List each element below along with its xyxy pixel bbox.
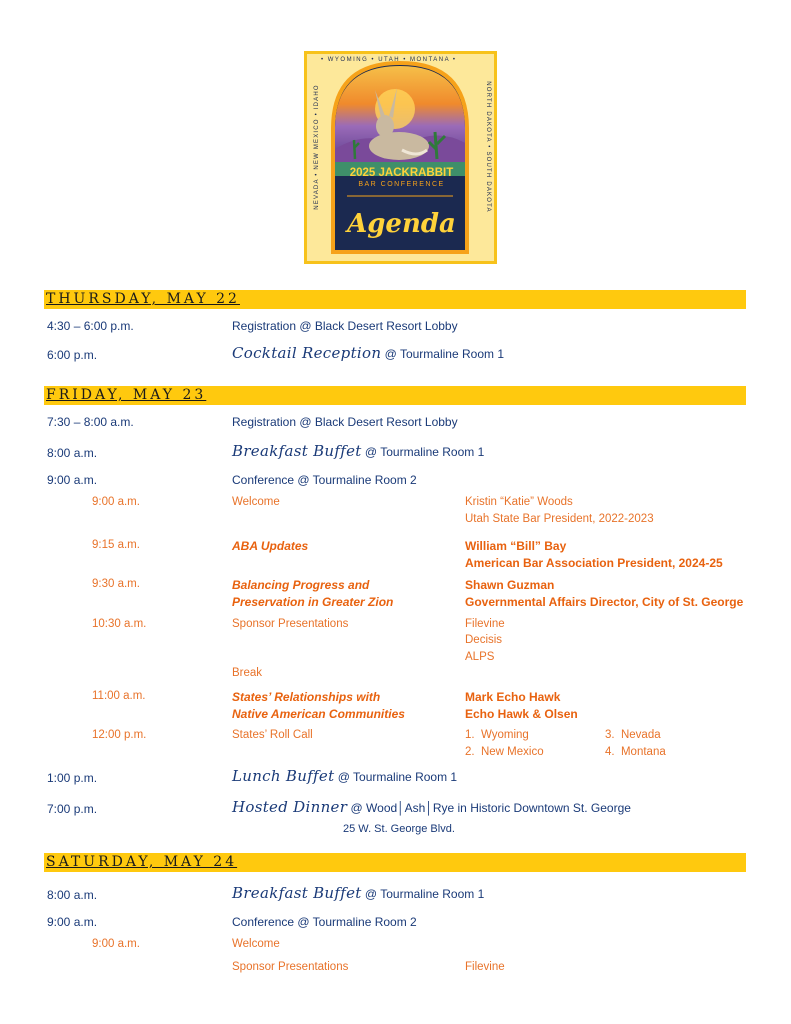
- thursday-heading-band: [44, 290, 746, 309]
- session-title: Sponsor Presentations: [232, 618, 349, 630]
- fri-event-3: Conference @ Tourmaline Room 2: [232, 473, 417, 487]
- session-title: Sponsor Presentations: [232, 961, 349, 973]
- hosted-dinner-label: Hosted Dinner: [232, 798, 348, 816]
- fri-event-4-location: @ Tourmaline Room 1: [334, 770, 458, 784]
- dinner-address: 25 W. St. George Blvd.: [343, 823, 455, 835]
- fri-event-5: [232, 798, 631, 817]
- logo-top-states: • WYOMING • UTAH • MONTANA •: [321, 57, 457, 63]
- session-title-line1: Balancing Progress and: [232, 578, 370, 592]
- thu-event-2: [232, 344, 504, 363]
- state-item: 3. Nevada: [605, 729, 661, 741]
- session-speaker-role: Echo Hawk & Olsen: [465, 707, 578, 721]
- state-item: 1. Wyoming: [465, 729, 529, 741]
- session-title-line2: Preservation in Greater Zion: [232, 595, 394, 609]
- logo-agenda: Agenda: [347, 209, 456, 239]
- session-title-line1: States’ Relationships with: [232, 690, 381, 704]
- fri-event-4: [232, 767, 457, 786]
- session-time: 9:15 a.m.: [92, 539, 140, 551]
- sat-time-2: 9:00 a.m.: [47, 915, 98, 929]
- fri-event-1: Registration @ Black Desert Resort Lobby: [232, 415, 458, 429]
- session-title: ABA Updates: [232, 539, 309, 553]
- fri-time-1: 7:30 – 8:00 a.m.: [47, 415, 134, 429]
- thu-time-1: 4:30 – 6:00 p.m.: [47, 319, 134, 333]
- session-time: 9:30 a.m.: [92, 578, 140, 590]
- fri-event-2: [232, 442, 484, 461]
- session-title: Welcome: [232, 938, 280, 950]
- thursday-heading: THURSDAY, MAY 22: [46, 291, 240, 307]
- state-item: 2. New Mexico: [465, 746, 544, 758]
- breakfast-buffet-label: Breakfast Buffet: [232, 442, 362, 460]
- session-time: 9:00 a.m.: [92, 496, 140, 508]
- session-speaker: Shawn Guzman: [465, 578, 555, 592]
- state-item: 4. Montana: [605, 746, 666, 758]
- sponsor-name: ALPS: [465, 651, 495, 663]
- session-time: 12:00 p.m.: [92, 729, 147, 741]
- logo-subtitle: BAR CONFERENCE: [358, 181, 445, 188]
- conference-logo: [304, 51, 497, 264]
- sat-event-1-location: @ Tourmaline Room 1: [361, 887, 485, 901]
- fri-time-4: 1:00 p.m.: [47, 771, 98, 785]
- break-label: Break: [232, 667, 263, 679]
- lunch-buffet-label: Lunch Buffet: [232, 767, 335, 785]
- sat-event-2: Conference @ Tourmaline Room 2: [232, 915, 417, 929]
- logo-left-states: NEVADA • NEW MEXICO • IDAHO: [314, 84, 320, 210]
- fri-time-2: 8:00 a.m.: [47, 446, 98, 460]
- fri-time-3: 9:00 a.m.: [47, 473, 98, 487]
- sat-event-1: [232, 884, 484, 903]
- sponsor-name: Filevine: [465, 618, 505, 630]
- breakfast-buffet-label: Breakfast Buffet: [232, 884, 362, 902]
- session-speaker-role: Utah State Bar President, 2022-2023: [465, 513, 654, 525]
- sponsor-name: Decisis: [465, 634, 503, 646]
- thu-event-1: Registration @ Black Desert Resort Lobby: [232, 319, 458, 333]
- sponsor-name: Filevine: [465, 961, 505, 973]
- logo-title: 2025 JACKRABBIT: [349, 167, 454, 179]
- fri-event-5-location: @ Wood│Ash│Rye in Historic Downtown St. George: [347, 801, 631, 815]
- fri-event-2-location: @ Tourmaline Room 1: [361, 445, 485, 459]
- session-title: States’ Roll Call: [232, 729, 313, 741]
- session-speaker-role: Governmental Affairs Director, City of St. George: [465, 595, 744, 609]
- session-title: Welcome: [232, 496, 280, 508]
- session-speaker: Kristin “Katie” Woods: [465, 496, 573, 508]
- friday-heading: FRIDAY, MAY 23: [46, 387, 207, 403]
- session-speaker-role: American Bar Association President, 2024-25: [465, 556, 723, 570]
- session-time: 10:30 a.m.: [92, 618, 147, 630]
- friday-heading-band: [44, 386, 746, 405]
- thu-time-2: 6:00 p.m.: [47, 348, 98, 362]
- session-time: 11:00 a.m.: [92, 690, 146, 702]
- session-speaker: William “Bill” Bay: [465, 539, 567, 553]
- thu-event-2-location: @ Tourmaline Room 1: [381, 347, 504, 361]
- logo-right-states: NORTH DAKOTA • SOUTH DAKOTA: [485, 81, 491, 213]
- sat-time-1: 8:00 a.m.: [47, 888, 98, 902]
- session-title-line2: Native American Communities: [232, 707, 405, 721]
- saturday-heading: SATURDAY, MAY 24: [46, 854, 238, 870]
- session-time: 9:00 a.m.: [92, 938, 140, 950]
- fri-time-5: 7:00 p.m.: [47, 802, 98, 816]
- saturday-heading-band: [44, 853, 746, 872]
- session-speaker: Mark Echo Hawk: [465, 690, 561, 704]
- cocktail-reception-label: Cocktail Reception: [232, 344, 382, 362]
